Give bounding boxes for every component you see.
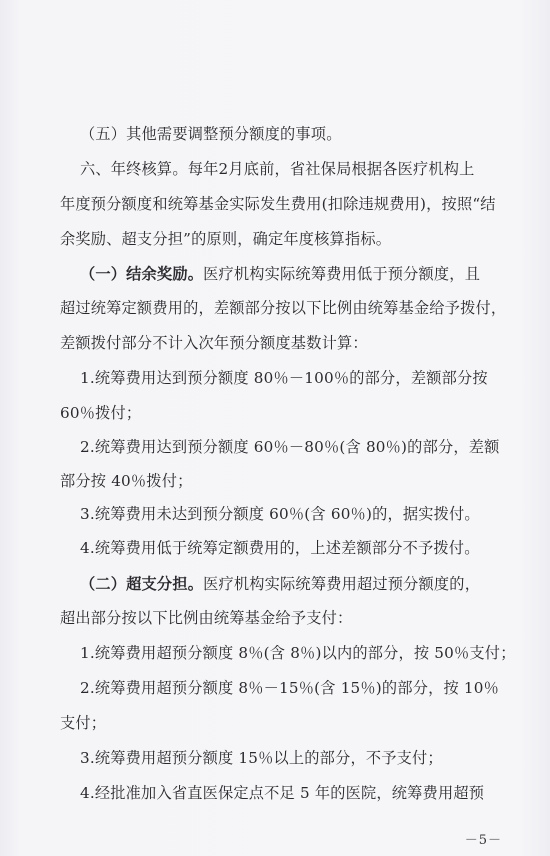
list-item-line: 60％拨付；	[60, 404, 142, 422]
paragraph-line: 余奖励、超支分担”的原则，确定年度核算指标。	[60, 230, 392, 248]
list-item-line: 4.经批准加入省直医保定点不足 5 年的医院，统筹费用超预	[80, 784, 485, 802]
paragraph-line: 超过统筹定额费用的，差额部分按以下比例由统筹基金给予拨付，	[60, 299, 507, 317]
paragraph-line	[80, 574, 520, 594]
section-heading: （一）结余奖励。	[80, 265, 204, 283]
list-item-line: 部分按 40％拨付；	[60, 472, 193, 490]
paragraph-text: 医疗机构实际统筹费用超过预分额度的，	[203, 575, 481, 593]
paragraph-line: 年度预分额度和统筹基金实际发生费用(扣除违规费用)，按照“结	[60, 195, 496, 213]
paragraph-text: 医疗机构实际统筹费用低于预分额度，且	[203, 265, 481, 283]
paragraph-line: （五）其他需要调整预分额度的事项。	[80, 125, 342, 143]
section-heading: （二）超支分担。	[80, 575, 204, 593]
list-item-line: 1.统筹费用达到预分额度 80％－100％的部分，差额部分按	[80, 369, 488, 387]
list-item-line: 3.统筹费用未达到预分额度 60％(含 60％)的，据实拨付。	[80, 505, 480, 523]
paragraph-line: 差额拨付部分不计入次年预分额度基数计算：	[60, 334, 368, 352]
paragraph-line: 超出部分按以下比例由统筹基金给予支付：	[60, 609, 353, 627]
list-item-line: 4.统筹费用低于统筹定额费用的，上述差额部分不予拨付。	[80, 539, 480, 557]
paragraph-line	[80, 264, 520, 284]
page-number: －5－	[464, 833, 502, 848]
paragraph-line: 六、年终核算。每年2月底前，省社保局根据各医疗机构上	[80, 160, 475, 178]
list-item-line: 支付；	[60, 714, 107, 732]
list-item-line: 2.统筹费用达到预分额度 60％－80％(含 80％)的部分，差额	[80, 438, 500, 456]
list-item-line: 3.统筹费用超预分额度 15％以上的部分，不予支付；	[80, 749, 443, 767]
list-item-line: 1.统筹费用超预分额度 8％(含 8％)以内的部分，按 50％支付；	[80, 644, 516, 662]
list-item-line: 2.统筹费用超预分额度 8％－15％(含 15％)的部分，按 10％	[80, 679, 500, 697]
